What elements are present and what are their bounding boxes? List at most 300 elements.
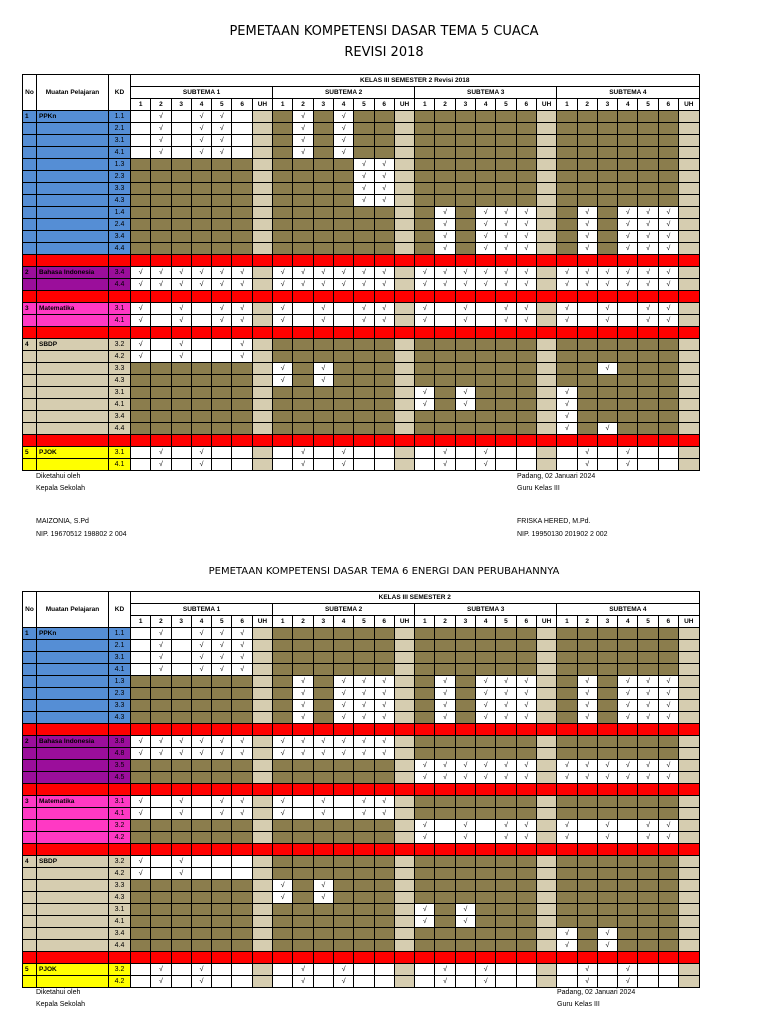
check-cell: √ xyxy=(131,339,151,351)
grid-cell xyxy=(435,375,455,387)
grid-cell xyxy=(313,339,333,351)
check-cell: √ xyxy=(212,315,232,327)
grid-cell xyxy=(658,868,678,880)
grid-cell xyxy=(658,916,678,928)
row-subject: Bahasa Indonesia xyxy=(37,736,109,748)
grid-cell xyxy=(171,183,191,195)
check-cell: √ xyxy=(131,796,151,808)
grid-cell xyxy=(374,640,394,652)
grid-cell xyxy=(212,760,232,772)
grid-cell xyxy=(597,375,617,387)
row-kd: 2.1 xyxy=(109,123,131,135)
grid-cell xyxy=(516,339,536,351)
grid-cell xyxy=(618,892,638,904)
row-subject xyxy=(37,171,109,183)
check-cell: √ xyxy=(638,700,658,712)
check-cell: √ xyxy=(354,303,374,315)
grid-cell xyxy=(354,664,374,676)
grid-cell xyxy=(191,159,211,171)
grid-cell xyxy=(455,928,475,940)
table-row xyxy=(23,676,700,688)
check-cell: √ xyxy=(354,171,374,183)
grid-cell xyxy=(232,159,252,171)
grid-cell xyxy=(597,664,617,676)
grid-cell xyxy=(638,183,658,195)
grid-cell xyxy=(476,916,496,928)
grid-cell xyxy=(171,976,191,988)
row-kd: 3.3 xyxy=(109,700,131,712)
check-cell: √ xyxy=(577,207,597,219)
grid-cell xyxy=(313,183,333,195)
grid-cell xyxy=(536,892,556,904)
check-cell: √ xyxy=(333,676,353,688)
grid-cell xyxy=(476,351,496,363)
grid-cell xyxy=(252,339,272,351)
separator-cell xyxy=(415,435,435,447)
grid-cell xyxy=(191,183,211,195)
separator-cell xyxy=(597,844,617,856)
grid-cell xyxy=(374,664,394,676)
grid-cell xyxy=(131,207,151,219)
grid-cell xyxy=(516,375,536,387)
check-cell: √ xyxy=(455,399,475,411)
grid-cell xyxy=(131,363,151,375)
grid-cell xyxy=(212,892,232,904)
grid-cell xyxy=(232,423,252,435)
row-subject xyxy=(37,832,109,844)
separator-cell xyxy=(536,435,556,447)
grid-cell xyxy=(252,111,272,123)
table-row xyxy=(23,652,700,664)
separator-cell xyxy=(638,784,658,796)
check-cell: √ xyxy=(577,712,597,724)
grid-cell xyxy=(577,123,597,135)
table-row xyxy=(23,688,700,700)
separator-cell xyxy=(476,435,496,447)
check-cell: √ xyxy=(374,736,394,748)
grid-cell xyxy=(679,940,699,952)
check-cell: √ xyxy=(618,976,638,988)
grid-cell xyxy=(313,868,333,880)
grid-cell xyxy=(394,712,414,724)
separator-cell xyxy=(577,844,597,856)
row-subject xyxy=(37,279,109,291)
grid-cell xyxy=(476,411,496,423)
check-cell: √ xyxy=(333,279,353,291)
separator-cell xyxy=(333,952,353,964)
separator-cell xyxy=(171,255,191,267)
grid-cell xyxy=(536,688,556,700)
grid-cell xyxy=(252,964,272,976)
check-cell: √ xyxy=(516,772,536,784)
check-cell: √ xyxy=(455,772,475,784)
check-cell: √ xyxy=(191,664,211,676)
separator-cell xyxy=(374,724,394,736)
separator-cell xyxy=(37,291,109,303)
grid-cell xyxy=(679,171,700,183)
header-day: 1 xyxy=(131,99,151,111)
check-cell: √ xyxy=(577,459,597,471)
check-cell: √ xyxy=(577,219,597,231)
check-cell: √ xyxy=(191,640,211,652)
header-day: 3 xyxy=(597,99,617,111)
grid-cell xyxy=(313,964,333,976)
grid-cell xyxy=(171,880,191,892)
separator-cell xyxy=(597,327,617,339)
row-subject: PPKn xyxy=(37,628,109,640)
grid-cell xyxy=(394,808,414,820)
grid-cell xyxy=(536,748,556,760)
grid-cell xyxy=(435,940,455,952)
check-cell: √ xyxy=(577,976,597,988)
check-cell: √ xyxy=(212,303,232,315)
grid-cell xyxy=(435,628,455,640)
check-cell: √ xyxy=(212,147,232,159)
separator-cell xyxy=(679,435,700,447)
check-cell: √ xyxy=(333,700,353,712)
grid-cell xyxy=(252,303,272,315)
grid-cell xyxy=(557,363,577,375)
grid-cell xyxy=(415,736,435,748)
grid-cell xyxy=(658,892,678,904)
grid-cell xyxy=(293,856,313,868)
grid-cell xyxy=(394,387,414,399)
grid-cell xyxy=(435,387,455,399)
table-row xyxy=(23,736,700,748)
separator-cell xyxy=(232,724,252,736)
check-cell: √ xyxy=(232,652,252,664)
grid-cell xyxy=(618,303,638,315)
check-cell: √ xyxy=(333,111,353,123)
grid-cell xyxy=(374,147,394,159)
grid-cell xyxy=(171,219,191,231)
grid-cell xyxy=(618,916,638,928)
row-number xyxy=(23,664,37,676)
grid-cell xyxy=(415,700,435,712)
grid-cell xyxy=(171,231,191,243)
separator-cell xyxy=(313,255,333,267)
grid-cell xyxy=(516,964,536,976)
check-cell: √ xyxy=(293,676,313,688)
check-cell: √ xyxy=(212,267,232,279)
separator-cell xyxy=(557,435,577,447)
grid-cell xyxy=(496,736,516,748)
grid-cell xyxy=(252,387,272,399)
check-cell: √ xyxy=(333,459,353,471)
table-row xyxy=(23,411,700,423)
check-cell: √ xyxy=(516,243,536,255)
grid-cell xyxy=(658,171,678,183)
grid-cell xyxy=(679,676,699,688)
grid-cell xyxy=(151,387,171,399)
grid-cell xyxy=(191,880,211,892)
grid-cell xyxy=(171,243,191,255)
grid-cell xyxy=(536,303,556,315)
row-subject xyxy=(37,399,109,411)
grid-cell xyxy=(313,399,333,411)
grid-cell xyxy=(577,808,597,820)
separator-cell xyxy=(415,724,435,736)
check-cell: √ xyxy=(496,315,516,327)
grid-cell xyxy=(496,183,516,195)
header-day: 6 xyxy=(658,99,678,111)
row-number xyxy=(23,351,37,363)
grid-cell xyxy=(658,339,678,351)
grid-cell xyxy=(638,892,658,904)
header-day: 1 xyxy=(273,99,293,111)
separator-cell xyxy=(109,255,131,267)
check-cell: √ xyxy=(638,820,658,832)
grid-cell xyxy=(273,868,293,880)
row-number xyxy=(23,832,37,844)
grid-cell xyxy=(131,940,151,952)
header-day: 4 xyxy=(333,616,353,628)
grid-cell xyxy=(577,880,597,892)
grid-cell xyxy=(415,459,435,471)
grid-cell xyxy=(618,111,638,123)
check-cell: √ xyxy=(557,928,577,940)
separator-cell xyxy=(212,784,232,796)
grid-cell xyxy=(252,676,272,688)
grid-cell xyxy=(333,928,353,940)
check-cell: √ xyxy=(476,772,496,784)
grid-cell xyxy=(191,892,211,904)
separator-row xyxy=(23,255,700,267)
grid-cell xyxy=(252,123,272,135)
check-cell: √ xyxy=(131,868,151,880)
grid-cell xyxy=(597,976,617,988)
grid-cell xyxy=(131,219,151,231)
check-cell: √ xyxy=(496,712,516,724)
grid-cell xyxy=(577,375,597,387)
check-cell: √ xyxy=(273,748,293,760)
separator-cell xyxy=(658,255,678,267)
grid-cell xyxy=(618,796,638,808)
grid-cell xyxy=(638,171,658,183)
check-cell: √ xyxy=(496,219,516,231)
grid-cell xyxy=(273,676,293,688)
grid-cell xyxy=(252,796,272,808)
row-number: 3 xyxy=(23,796,37,808)
grid-cell xyxy=(394,135,414,147)
row-kd: 4.1 xyxy=(109,664,131,676)
separator-cell xyxy=(679,255,700,267)
grid-cell xyxy=(679,808,699,820)
check-cell: √ xyxy=(618,772,638,784)
grid-cell xyxy=(658,447,678,459)
grid-cell xyxy=(476,123,496,135)
row-subject xyxy=(37,688,109,700)
table-row xyxy=(23,147,700,159)
grid-cell xyxy=(557,628,577,640)
grid-cell xyxy=(658,387,678,399)
separator-cell xyxy=(252,724,272,736)
table-row xyxy=(23,159,700,171)
check-cell: √ xyxy=(171,339,191,351)
grid-cell xyxy=(455,459,475,471)
grid-cell xyxy=(151,868,171,880)
grid-cell xyxy=(212,964,232,976)
grid-cell xyxy=(496,375,516,387)
separator-row xyxy=(23,724,700,736)
grid-cell xyxy=(496,423,516,435)
row-subject xyxy=(37,712,109,724)
header-day: 4 xyxy=(476,616,496,628)
separator-cell xyxy=(191,844,211,856)
grid-cell xyxy=(273,916,293,928)
grid-cell xyxy=(638,159,658,171)
header-subtema-4: SUBTEMA 4 xyxy=(557,604,699,616)
check-cell: √ xyxy=(131,279,151,291)
check-cell: √ xyxy=(354,736,374,748)
check-cell: √ xyxy=(374,796,394,808)
grid-cell xyxy=(679,303,700,315)
separator-cell xyxy=(638,724,658,736)
header-day: 1 xyxy=(273,616,293,628)
check-cell: √ xyxy=(557,279,577,291)
grid-cell xyxy=(536,159,556,171)
grid-cell xyxy=(131,183,151,195)
grid-cell xyxy=(557,700,577,712)
grid-cell xyxy=(293,159,313,171)
row-number xyxy=(23,195,37,207)
grid-cell xyxy=(394,339,414,351)
separator-cell xyxy=(557,844,577,856)
grid-cell xyxy=(333,399,353,411)
grid-cell xyxy=(679,832,699,844)
grid-cell xyxy=(293,315,313,327)
grid-cell xyxy=(232,976,252,988)
check-cell: √ xyxy=(354,315,374,327)
grid-cell xyxy=(679,219,700,231)
grid-cell xyxy=(273,195,293,207)
check-cell: √ xyxy=(232,796,252,808)
check-cell: √ xyxy=(191,964,211,976)
grid-cell xyxy=(273,459,293,471)
row-number xyxy=(23,676,37,688)
check-cell: √ xyxy=(232,736,252,748)
row-number xyxy=(23,652,37,664)
grid-cell xyxy=(171,700,191,712)
grid-cell xyxy=(252,459,272,471)
grid-cell xyxy=(476,195,496,207)
header-day: UH xyxy=(394,99,414,111)
row-kd: 4.1 xyxy=(109,916,131,928)
grid-cell xyxy=(496,447,516,459)
check-cell: √ xyxy=(516,303,536,315)
check-cell: √ xyxy=(333,123,353,135)
row-subject xyxy=(37,459,109,471)
grid-cell xyxy=(394,664,414,676)
grid-cell xyxy=(171,664,191,676)
row-subject xyxy=(37,363,109,375)
separator-cell xyxy=(516,784,536,796)
grid-cell xyxy=(415,688,435,700)
grid-cell xyxy=(131,904,151,916)
grid-cell xyxy=(191,856,211,868)
row-subject: SBDP xyxy=(37,339,109,351)
grid-cell xyxy=(618,339,638,351)
grid-cell xyxy=(638,964,658,976)
grid-cell xyxy=(455,195,475,207)
grid-cell xyxy=(415,976,435,988)
grid-cell xyxy=(638,928,658,940)
header-day: 3 xyxy=(313,99,333,111)
grid-cell xyxy=(333,375,353,387)
row-number xyxy=(23,712,37,724)
grid-cell xyxy=(293,820,313,832)
check-cell: √ xyxy=(516,231,536,243)
header-day: 2 xyxy=(151,616,171,628)
separator-cell xyxy=(597,435,617,447)
sig1-principal-name: MAIZONIA, S.Pd xyxy=(36,518,89,525)
grid-cell xyxy=(374,399,394,411)
grid-cell xyxy=(394,904,414,916)
header-subtema-4: SUBTEMA 4 xyxy=(557,87,699,99)
grid-cell xyxy=(252,231,272,243)
grid-cell xyxy=(476,748,496,760)
grid-cell xyxy=(455,375,475,387)
grid-cell xyxy=(151,315,171,327)
grid-cell xyxy=(374,856,394,868)
grid-cell xyxy=(232,375,252,387)
grid-cell xyxy=(415,363,435,375)
grid-cell xyxy=(557,375,577,387)
grid-cell xyxy=(333,171,353,183)
row-number xyxy=(23,459,37,471)
check-cell: √ xyxy=(333,447,353,459)
doc1-title: PEMETAAN KOMPETENSI DASAR TEMA 5 CUACA xyxy=(229,24,539,39)
grid-cell xyxy=(577,363,597,375)
grid-cell xyxy=(374,820,394,832)
check-cell: √ xyxy=(476,243,496,255)
grid-cell xyxy=(313,856,333,868)
check-cell: √ xyxy=(658,832,678,844)
grid-cell xyxy=(313,712,333,724)
grid-cell xyxy=(252,147,272,159)
row-subject: Matematika xyxy=(37,303,109,315)
row-subject xyxy=(37,868,109,880)
separator-cell xyxy=(252,844,272,856)
grid-cell xyxy=(496,135,516,147)
separator-cell xyxy=(496,291,516,303)
grid-cell xyxy=(232,820,252,832)
check-cell: √ xyxy=(435,459,455,471)
separator-cell xyxy=(191,327,211,339)
check-cell: √ xyxy=(638,207,658,219)
grid-cell xyxy=(679,928,699,940)
check-cell: √ xyxy=(171,351,191,363)
table-row xyxy=(23,760,700,772)
grid-cell xyxy=(333,892,353,904)
row-kd: 4.1 xyxy=(109,459,131,471)
grid-cell xyxy=(435,159,455,171)
separator-cell xyxy=(232,784,252,796)
grid-cell xyxy=(191,363,211,375)
separator-cell xyxy=(37,724,109,736)
header-day: 5 xyxy=(638,99,658,111)
grid-cell xyxy=(131,628,151,640)
grid-cell xyxy=(171,195,191,207)
grid-cell xyxy=(273,207,293,219)
separator-cell xyxy=(354,784,374,796)
row-number xyxy=(23,219,37,231)
row-subject xyxy=(37,700,109,712)
check-cell: √ xyxy=(374,183,394,195)
check-cell: √ xyxy=(191,267,211,279)
row-kd: 3.3 xyxy=(109,183,131,195)
grid-cell xyxy=(151,808,171,820)
